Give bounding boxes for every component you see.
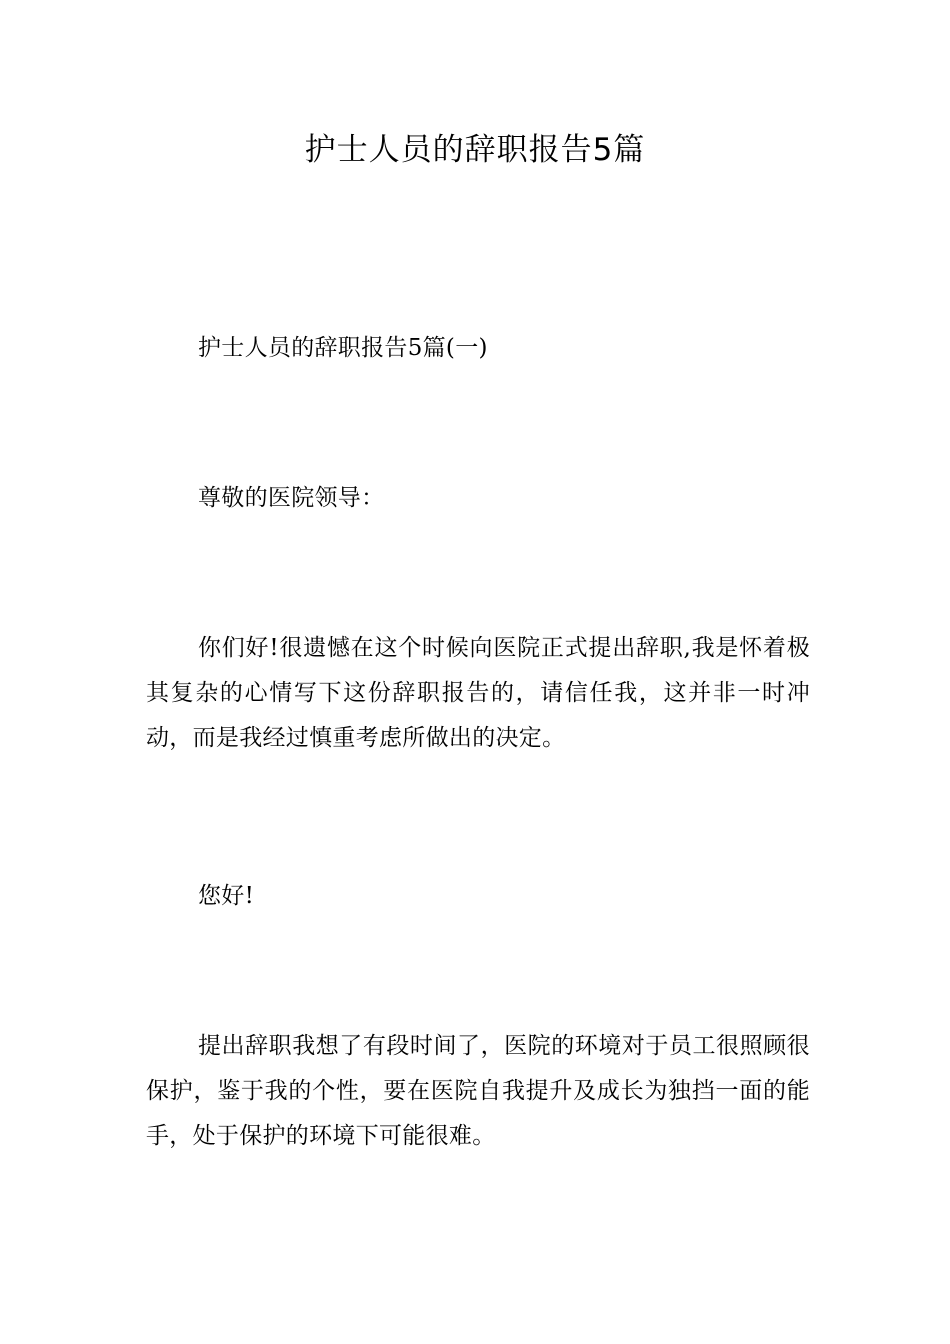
body-paragraph: 提出辞职我想了有段时间了，医院的环境对于员工很照顾很保护，鉴于我的个性，要在医院自我提升及成长为独挡一面的能手，处于保护的环境下可能很难。 [146, 1033, 810, 1149]
body-paragraph: 你们好!很遗憾在这个时候向医院正式提出辞职,我是怀着极其复杂的心情写下这份辞职报告的，请信任我，这并非一时冲动，而是我经过慎重考虑所做出的决定。 [146, 635, 810, 751]
section-heading: 护士人员的辞职报告5篇(一) [198, 335, 488, 361]
greeting-line: 您好! [198, 883, 255, 909]
salutation: 尊敬的医院领导： [198, 485, 385, 511]
document-title: 护士人员的辞职报告5篇 [304, 132, 646, 168]
